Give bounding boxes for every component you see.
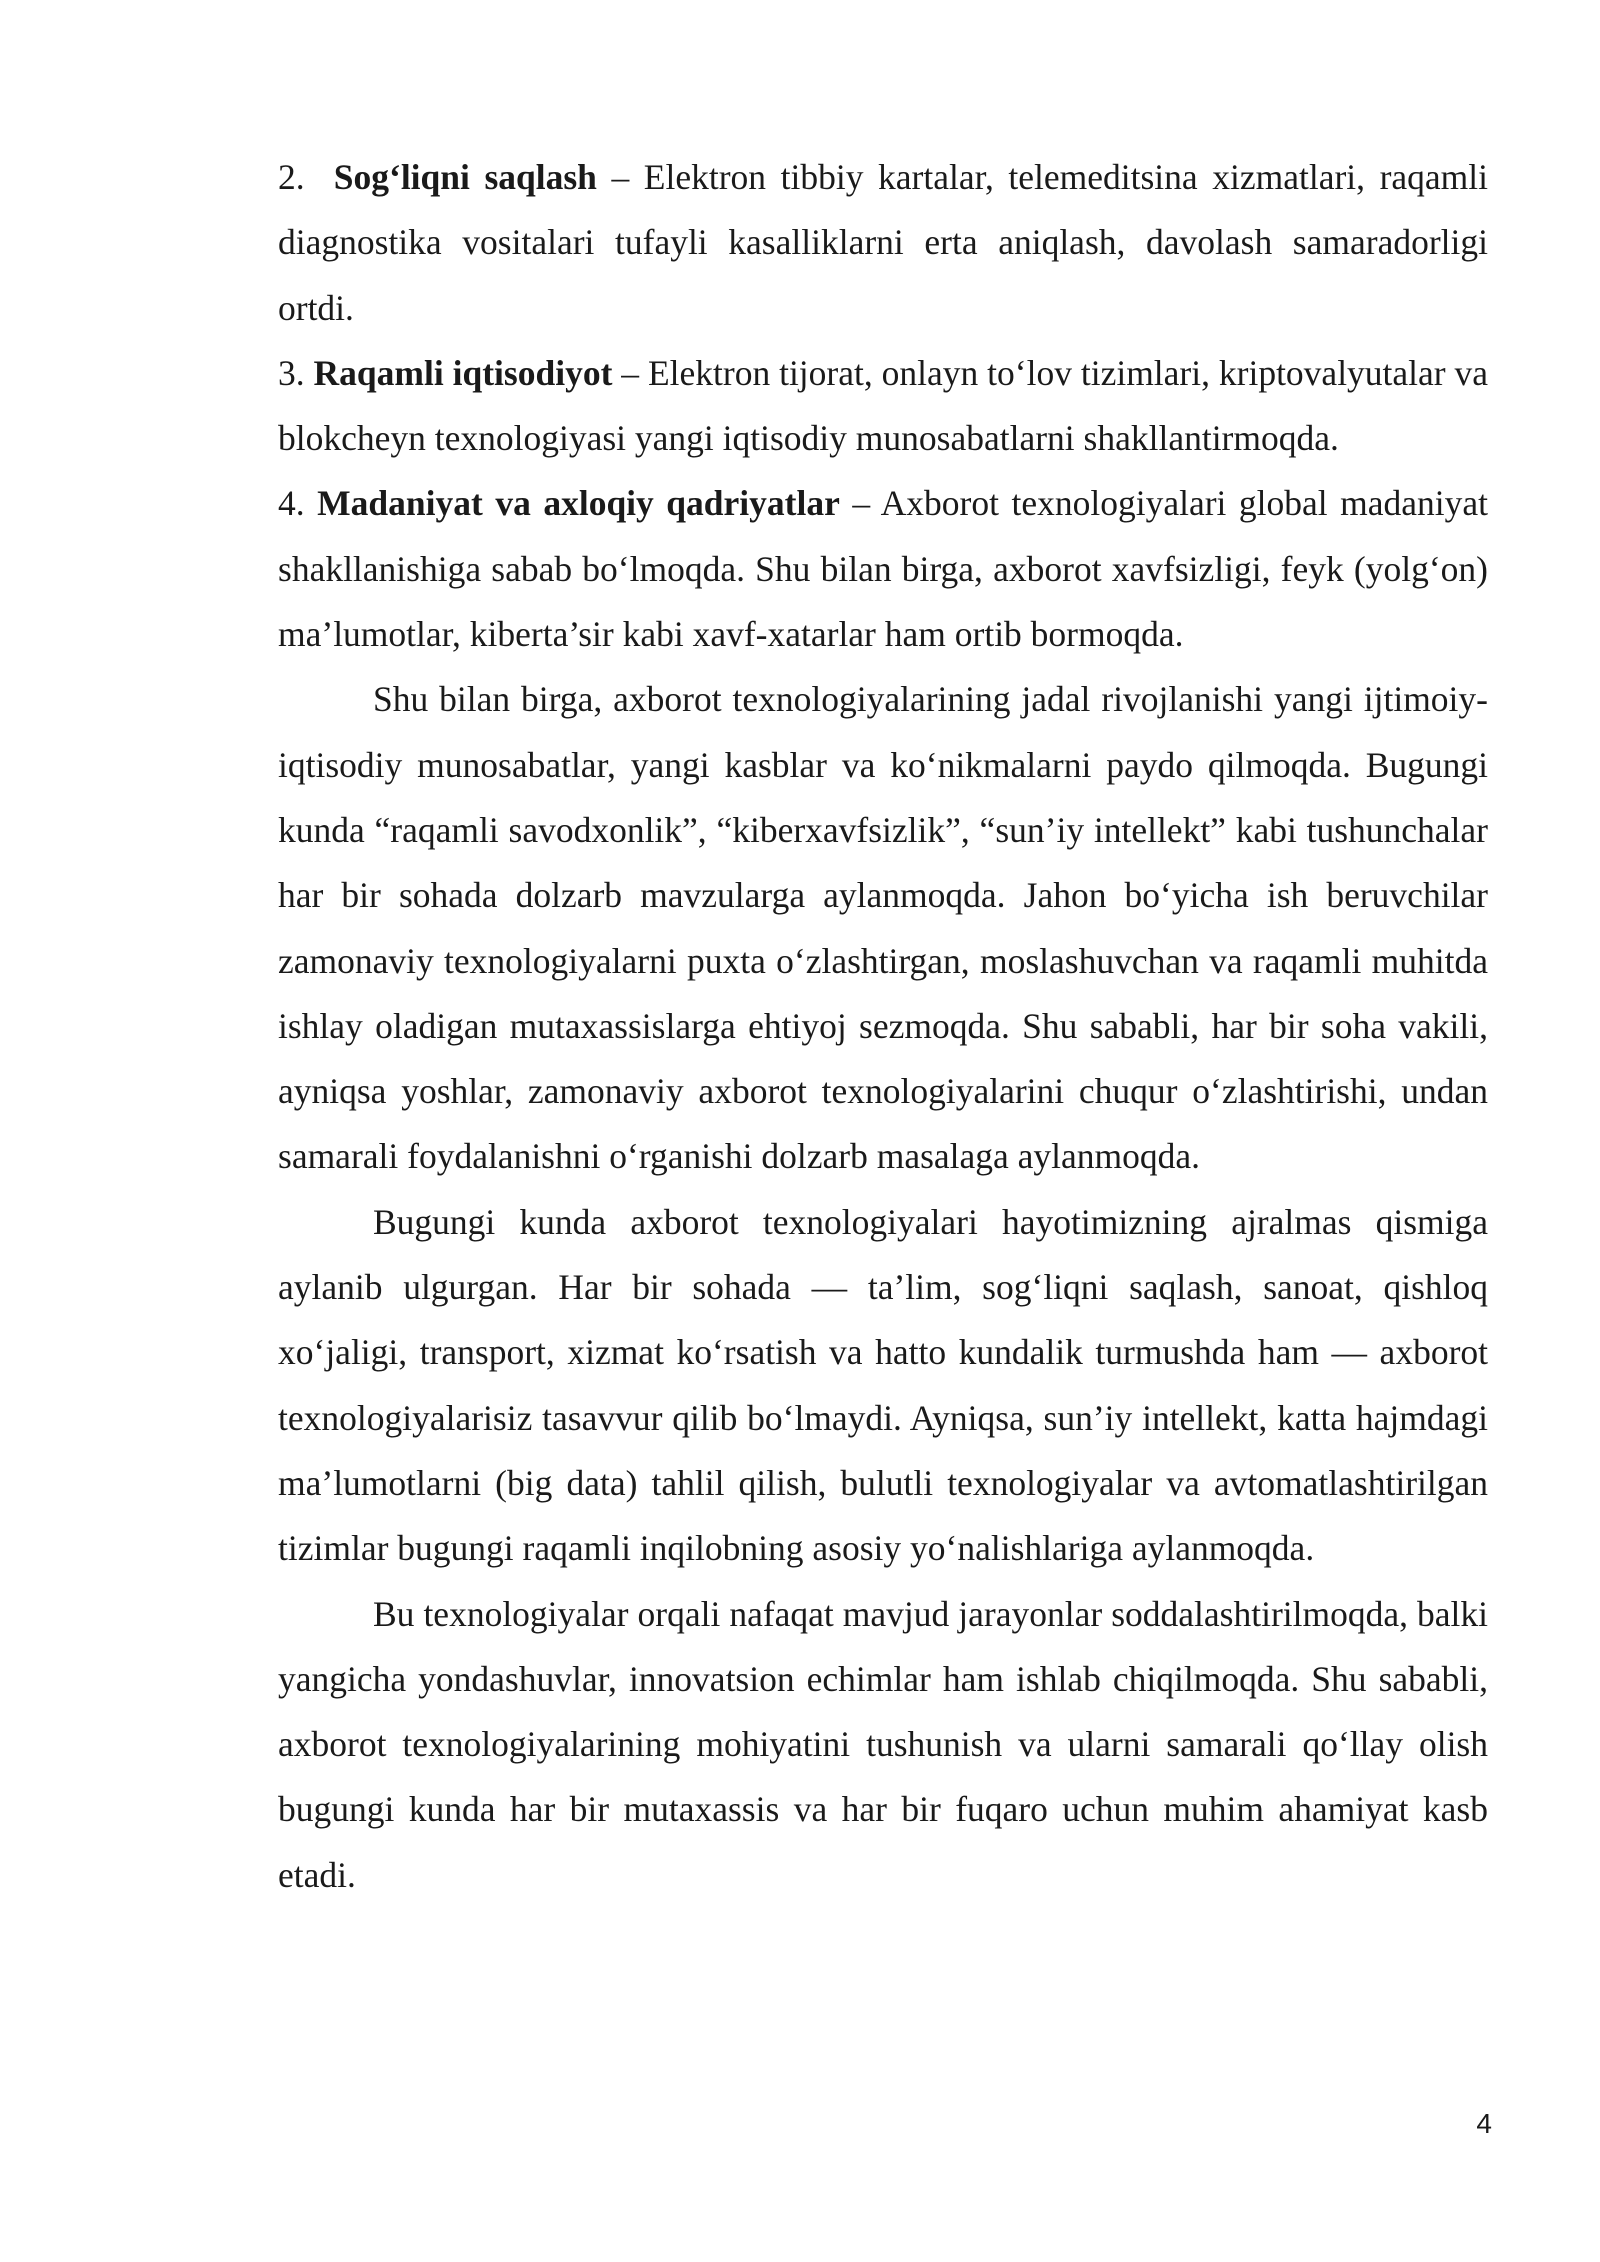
list-item-4 <box>278 471 1488 667</box>
list-term: Madaniyat va axloqiy qadriyatlar <box>317 483 840 524</box>
body-paragraph: Bugungi kunda axborot texnologiyalari hayotimizning ajralmas qismiga aylanib ulgurgan. Har bir sohada — ta’lim, sog‘liqni saqlash, sanoat, qishloq xo‘jaligi, transport, xizmat ko‘rsatish va hatto kundalik turmushda ham — axborot texnologiyalarisiz tasavvur qilib bo‘lmaydi. Ayniqsa, sun’iy intellekt, katta hajmdagi ma’lumotlarni (big data) tahlil qilish, bulutli texnologiyalar va avtomatlashtirilgan tizimlar bugungi raqamli inqilobning asosiy yo‘nalishlariga aylanmoqda. <box>278 1201 1488 1569</box>
list-number: 2. <box>278 157 305 197</box>
document-page <box>278 145 1488 1908</box>
list-text: – Axborot texnologiyalari global madaniyat shakllanishiga sabab bo‘lmoqda. Shu bilan birga, axborot xavfsizligi, feyk (yolg‘on) ma’lumotlar, kiberta’sir kabi xavf-xatarlar ham ortib bormoqda. <box>278 483 1488 655</box>
page-number: 4 <box>1476 2108 1492 2139</box>
list-text: – Elektron tibbiy kartalar, telemeditsina xizmatlari, raqamli diagnostika vositalari tufayli kasalliklarni erta aniqlash, davolash samaradorligi ortdi. <box>278 157 1489 328</box>
list-number: 3. <box>278 352 305 393</box>
body-paragraph: Shu bilan birga, axborot texnologiyalarining jadal rivojlanishi yangi ijtimoiy-iqtisodiy munosabatlar, yangi kasblar va ko‘nikmalarni paydo qilmoqda. Bugungi kunda “raqamli savodxonlik”, “kiberxavfsizlik”, “sun’iy intellekt” kabi tushunchalar har bir sohada dolzarb mavzularga aylanmoqda. Jahon bo‘yicha ish beruvchilar zamonaviy texnologiyalarni puxta o‘zlashtirgan, moslashuvchan va raqamli muhitda ishlay oladigan mutaxassislarga ehtiyoj sezmoqda. Shu sababli, har bir soha vakili, ayniqsa yoshlar, zamonaviy axborot texnologiyalarini chuqur o‘zlashtirishi, undan samarali foydalanishni o‘rganishi dolzarb masalaga aylanmoqda. <box>278 679 1488 1177</box>
body-paragraph: Bu texnologiyalar orqali nafaqat mavjud jarayonlar soddalashtirilmoqda, balki yangicha yondashuvlar, innovatsion echimlar ham ishlab chiqilmoqda. Shu sababli, axborot texnologiyalarining mohiyatini tushunish va ularni samarali qo‘llay olish bugungi kunda har bir mutaxassis va har bir fuqaro uchun muhim ahamiyat kasb etadi. <box>278 1593 1488 1895</box>
list-item-2 <box>278 145 1488 341</box>
list-number: 4. <box>278 483 305 524</box>
list-term: Sog‘liqni saqlash <box>333 157 597 197</box>
list-term: Raqamli iqtisodiyot <box>313 352 613 393</box>
list-item-3 <box>278 341 1488 472</box>
list-text: – Elektron tijorat, onlayn to‘lov tizimlari, kriptovalyutalar va blokcheyn texnologiyasi yangi iqtisodiy munosabatlarni shakllantirmoqda. <box>278 352 1489 459</box>
